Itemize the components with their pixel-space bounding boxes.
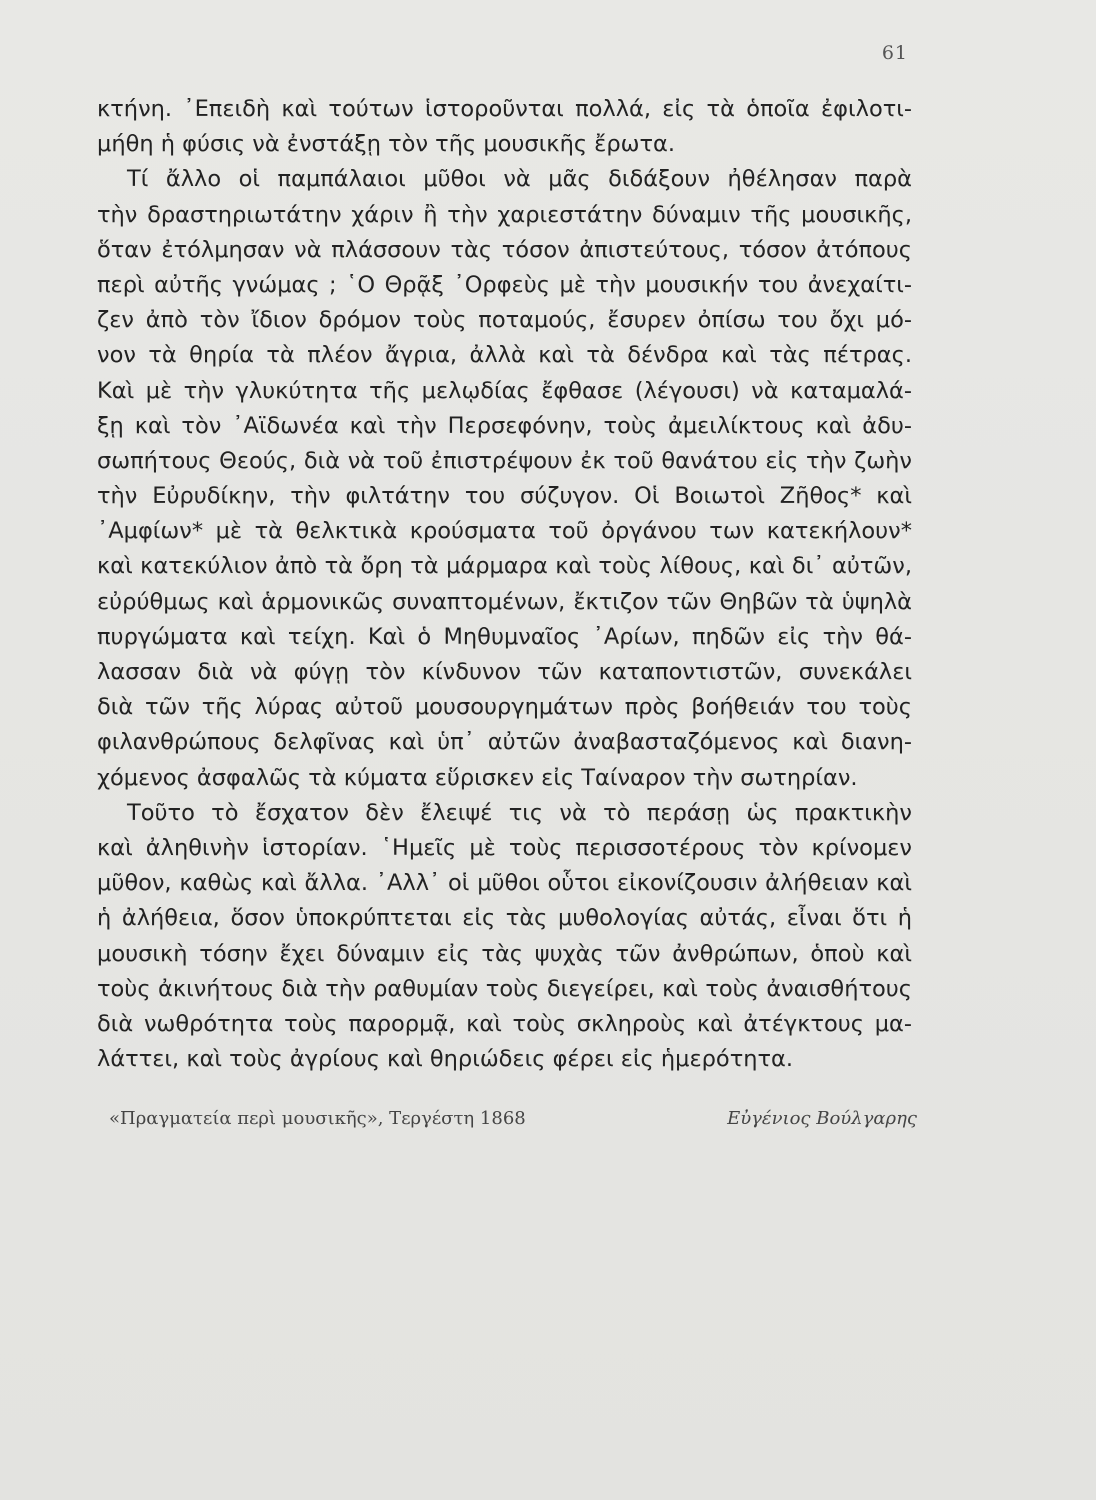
text-line: περὶ αὐτῆς γνώμας ; ῾Ο Θρᾷξ ᾿Ορφεὺς μὲ τὴν μουσικήν του ἀνεχαίτι- xyxy=(97,271,912,298)
text-line: ἡ ἀλήθεια, ὅσον ὑποκρύπτεται εἰς τὰς μυθολογίας αὐτάς, εἶναι ὅτι ἡ xyxy=(97,905,912,932)
text-line: ξῃ καὶ τὸν ᾿Αϊδωνέα καὶ τὴν Περσεφόνην, τοὺς ἀμειλίκτους καὶ ἀδυ- xyxy=(97,412,912,439)
text-line: μουσικὴ τόσην ἔχει δύναμιν εἰς τὰς ψυχὰς τῶν ἀνθρώπων, ὁποὺ καὶ xyxy=(97,940,912,967)
text-line: καὶ κατεκύλιον ἀπὸ τὰ ὄρη τὰ μάρμαρα καὶ τοὺς λίθους, καὶ δι᾿ αὐτῶν, xyxy=(97,553,912,580)
text-line: σωπήτους Θεούς, διὰ νὰ τοῦ ἐπιστρέψουν ἐκ τοῦ θανάτου εἰς τὴν ζωὴν xyxy=(97,447,912,474)
text-line: τὴν δραστηριωτάτην χάριν ἢ τὴν χαριεστάτην δύναμιν τῆς μουσικῆς, xyxy=(97,201,912,228)
text-line: ὅταν ἐτόλμησαν νὰ πλάσσουν τὰς τόσον ἀπιστεύτους, τόσον ἀτόπους xyxy=(97,236,912,263)
text-line: ζεν ἀπὸ τὸν ἴδιον δρόμον τοὺς ποταμούς, ἔσυρεν ὀπίσω του ὄχι μό- xyxy=(97,307,912,334)
text-line: Τί ἄλλο οἱ παμπάλαιοι μῦθοι νὰ μᾶς διδάξουν ἠθέλησαν παρὰ xyxy=(127,166,912,193)
text-line: νον τὰ θηρία τὰ πλέον ἄγρια, ἀλλὰ καὶ τὰ δένδρα καὶ τὰς πέτρας. xyxy=(97,342,912,369)
author-name: Εὐγένιος Βούλγαρης xyxy=(727,1108,917,1129)
page-number: 61 xyxy=(881,42,908,64)
text-line: τὴν Εὐρυδίκην, τὴν φιλτάτην του σύζυγον. Οἱ Βοιωτοὶ Ζῆθος* καὶ xyxy=(97,483,912,510)
text-line: φιλανθρώπους δελφῖνας καὶ ὑπ᾿ αὐτῶν ἀναβασταζόμενος καὶ διανη- xyxy=(97,729,912,756)
text-line: πυργώματα καὶ τείχη. Καὶ ὁ Μηθυμναῖος ᾿Αρίων, πηδῶν εἰς τὴν θά- xyxy=(97,623,912,650)
text-line: κτήνη. ᾿Επειδὴ καὶ τούτων ἱστοροῦνται πολλά, εἰς τὰ ὁποῖα ἐφιλοτι- xyxy=(97,96,912,122)
text-line: ᾿Αμφίων* μὲ τὰ θελκτικὰ κρούσματα τοῦ ὀργάνου των κατεκήλουν* xyxy=(97,518,912,545)
text-line: εὐρύθμως καὶ ἁρμονικῶς συναπτομένων, ἔκτιζον τῶν Θηβῶν τὰ ὑψηλὰ xyxy=(97,588,912,615)
text-line: μῦθον, καθὼς καὶ ἄλλα. ᾿Αλλ᾿ οἱ μῦθοι οὗτοι εἰκονίζουσιν ἀλήθειαν καὶ xyxy=(97,870,912,897)
text-line: λασσαν διὰ νὰ φύγῃ τὸν κίνδυνον τῶν καταποντιστῶν, συνεκάλει xyxy=(97,659,912,685)
text-line: μήθη ἡ φύσις νὰ ἐνστάξῃ τὸν τῆς μουσικῆς ἔρωτα. xyxy=(97,131,676,158)
main-text xyxy=(97,92,912,1077)
text-line: διὰ νωθρότητα τοὺς παρορμᾷ, καὶ τοὺς σκληροὺς καὶ ἀτέγκτους μα- xyxy=(97,1010,912,1037)
text-line: τοὺς ἀκινήτους διὰ τὴν ραθυμίαν τοὺς διεγείρει, καὶ τοὺς ἀναισθήτους xyxy=(97,975,912,1002)
text-line: διὰ τῶν τῆς λύρας αὐτοῦ μουσουργημάτων πρὸς βοήθειάν του τοὺς xyxy=(97,694,912,721)
text-line: λάττει, καὶ τοὺς ἀγρίους καὶ θηριώδεις φέρει εἰς ἡμερότητα. xyxy=(97,1046,794,1073)
source-citation: «Πραγματεία περὶ μουσικῆς», Τεργέστη 1868 xyxy=(109,1108,526,1129)
text-line: Καὶ μὲ τὴν γλυκύτητα τῆς μελῳδίας ἔφθασε (λέγουσι) νὰ καταμαλά- xyxy=(97,377,912,404)
text-line: καὶ ἀληθινὴν ἱστορίαν. ῾Ημεῖς μὲ τοὺς περισσοτέρους τὸν κρίνομεν xyxy=(97,834,912,861)
text-line: χόμενος ἀσφαλῶς τὰ κύματα εὕρισκεν εἰς Ταίναρον τὴν σωτηρίαν. xyxy=(97,764,858,791)
text-line: Τοῦτο τὸ ἔσχατον δὲν ἔλειψέ τις νὰ τὸ περάσῃ ὡς πρακτικὴν xyxy=(127,799,912,826)
